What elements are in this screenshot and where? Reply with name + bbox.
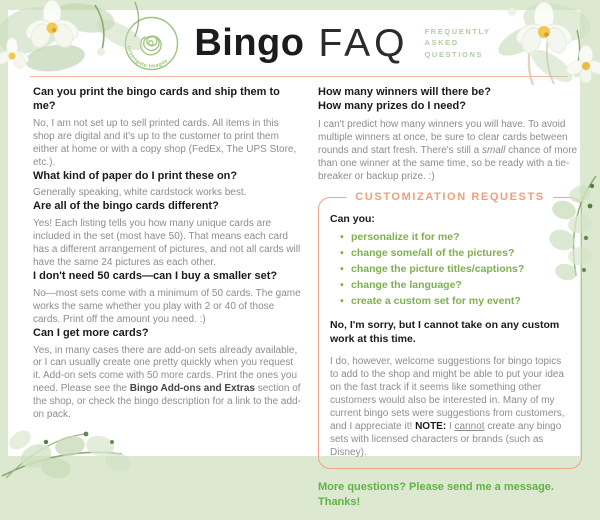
answer-text: section of the shop, or check the bingo description for a link to the add-on pack.	[33, 383, 301, 420]
faq-answer: Generally speaking, white cardstock works best.	[33, 187, 247, 199]
subtitle-line: QUESTIONS	[424, 49, 484, 59]
faq-answer: No—most sets come with a minimum of 50 cards. The game works the same whether you play with 2 or 40 of those cards. Print off the amount you need. :)	[33, 287, 301, 325]
faq-question: Can you print the bingo cards and ship them to me?	[33, 86, 280, 112]
note-text: I	[446, 421, 455, 433]
customization-bullet: • change some/all of the pictures?	[340, 246, 570, 262]
faq-item	[33, 170, 301, 201]
footer-message: More questions? Please send me a message. Thanks!	[318, 481, 554, 508]
subtitle-line: FREQUENTLY	[424, 26, 491, 36]
customization-bullet-list	[330, 230, 570, 310]
customization-box-title: CUSTOMIZATION REQUESTS	[346, 191, 553, 203]
subtitle-line: ASKED	[424, 38, 459, 48]
faq-question: What kind of paper do I print these on?	[33, 169, 238, 182]
customization-note	[330, 355, 570, 459]
faq-column-left	[33, 86, 301, 422]
faq-answer	[318, 119, 582, 183]
page-title-light: FAQ	[318, 21, 409, 65]
faq-question	[318, 86, 582, 114]
faq-question: I don't need 50 cards—can I buy a smaller set?	[33, 269, 278, 282]
header-divider	[30, 76, 568, 77]
page-subtitle	[425, 27, 491, 59]
customization-refusal: No, I'm sorry, but I cannot take on any custom work at this time.	[330, 319, 560, 345]
answer-text: Yes, in many cases there are add-on sets already available, or I can usually create one pretty quickly when you request it. Add-on sets come with 50 more cards. Print the ones you need. Please see the	[33, 344, 298, 395]
answer-text: chance of more than one winner at the same time, so be ready with a tie-breaker or backup prize. :)	[318, 144, 578, 182]
faq-question: Can I get more cards?	[33, 326, 149, 339]
header	[8, 10, 580, 76]
customization-requests-box	[318, 191, 582, 469]
answer-bold-text: Bingo Add-ons and Extras	[129, 383, 255, 395]
faq-item	[33, 327, 301, 422]
note-text: I do, however, welcome suggestions for bingo topics to add to the shop and might be able to put your idea on the fast track if it seems like something other customers would also be interested in. Many of my current bingo sets were suggestions from customers, and I appreciate it!	[330, 356, 565, 433]
answer-text: I can't predict how many winners you will have. To avoid multiple winners at once, be sure to clear cards between rounds and start fresh. There's still a	[318, 118, 568, 156]
customization-intro: Can you:	[330, 213, 375, 226]
faq-item	[33, 270, 301, 327]
faq-item	[318, 86, 582, 183]
faq-column-right	[318, 86, 582, 520]
faq-answer: No, I am not set up to sell printed cards. All items in this shop are digital and it's up to the customer to print them either at home or with a copy shop (FedEx, The UPS Store, etc.).	[33, 117, 297, 168]
customization-bullet: • change the language?	[340, 278, 570, 294]
note-label: NOTE:	[415, 421, 447, 433]
brand-name: Greengate Images	[125, 44, 170, 70]
note-text: create any bingo sets with licensed characters or brands (such as Disney).	[330, 421, 562, 459]
page-title-bold: Bingo	[194, 22, 305, 64]
answer-italic-text: small	[482, 144, 506, 156]
faq-question: Are all of the bingo cards different?	[33, 200, 219, 213]
faq-answer	[33, 345, 301, 422]
question-line: How many prizes do I need?	[318, 99, 466, 112]
faq-item	[33, 86, 301, 170]
note-underlined-text: cannot	[454, 421, 485, 433]
customization-bullet: • change the picture titles/captions?	[340, 262, 570, 278]
customization-bullet: • create a custom set for my event?	[340, 294, 570, 310]
faq-item	[33, 200, 301, 270]
brand-logo	[123, 15, 180, 72]
faq-page	[8, 10, 580, 508]
question-line: How many winners will there be?	[318, 86, 491, 98]
customization-bullet: • personalize it for me?	[340, 230, 570, 246]
faq-answer: Yes! Each listing tells you how many unique cards are included in the set (most have 50). That means each card has a different arrangement of pictures, and not all cards will have the same 24 pictures as each other.	[33, 218, 301, 268]
